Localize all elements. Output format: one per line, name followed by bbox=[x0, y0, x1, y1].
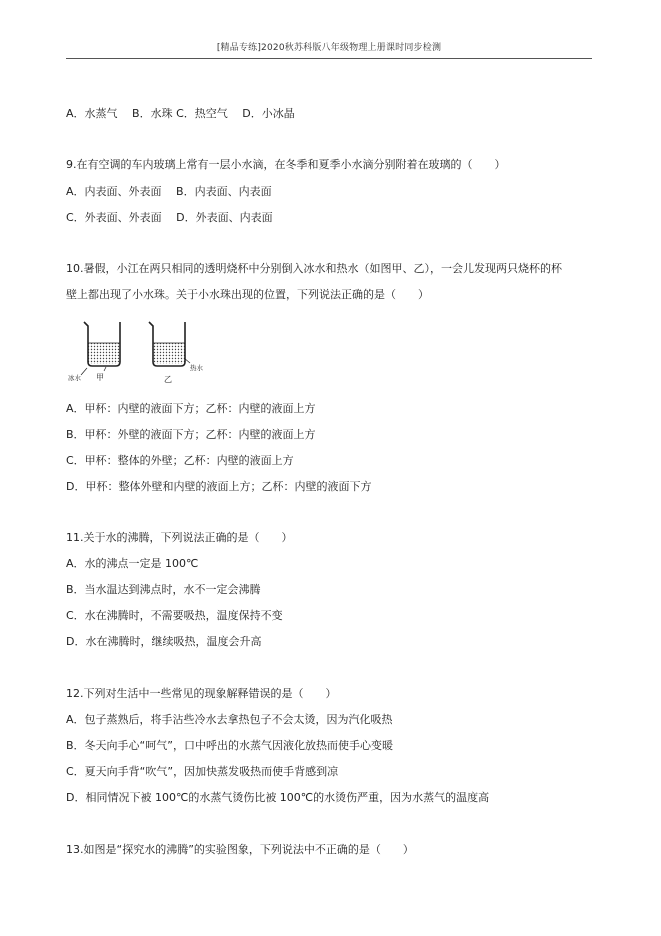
label-jia: 甲 bbox=[96, 373, 104, 382]
q11-option-c: C．水在沸腾时，不需要吸热，温度保持不变 bbox=[66, 609, 283, 622]
q12-option-d: D．相同情况下被 100℃的水蒸气烫伤比被 100℃的水烫伤严重，因为水蒸气的温度高 bbox=[66, 791, 490, 804]
q9-question: 9.在有空调的车内玻璃上常有一层小水滴，在冬季和夏季小水滴分别附着在玻璃的（ ） bbox=[66, 158, 506, 171]
q11-option-b: B．当水温达到沸点时，水不一定会沸腾 bbox=[66, 583, 261, 596]
q11-option-d: D．水在沸腾时，继续吸热，温度会升高 bbox=[66, 635, 262, 648]
beaker-jia bbox=[81, 322, 120, 375]
q10-question-line1: 10.暑假，小江在两只相同的透明烧杯中分别倒入冰水和热水（如图甲、乙），一会儿发现两只烧杯的杯 bbox=[66, 262, 562, 275]
q10-option-b: B．甲杯：外壁的液面下方；乙杯：内壁的液面上方 bbox=[66, 428, 316, 441]
label-ice-water: 冰水 bbox=[68, 374, 81, 382]
q9-options-cd: C．外表面、外表面 D．外表面、内表面 bbox=[66, 211, 273, 224]
q12-option-c: C．夏天向手背“吹气”，因加快蒸发吸热而使手背感到凉 bbox=[66, 765, 339, 778]
q8-options: A．水蒸气 B．水珠 C．热空气 D．小冰晶 bbox=[66, 107, 295, 120]
q12-question: 12.下列对生活中一些常见的现象解释错误的是（ ） bbox=[66, 687, 337, 700]
q10-option-a: A．甲杯：内壁的液面下方；乙杯：内壁的液面上方 bbox=[66, 402, 316, 415]
q11-option-a: A．水的沸点一定是 100℃ bbox=[66, 557, 199, 570]
beaker-yi bbox=[149, 322, 190, 366]
q10-option-c: C．甲杯：整体的外壁；乙杯：内壁的液面上方 bbox=[66, 454, 294, 467]
beakers-figure bbox=[66, 318, 226, 384]
header-divider bbox=[66, 58, 592, 59]
q12-option-a: A．包子蒸熟后，将手沾些冷水去拿热包子不会太烫，因为汽化吸热 bbox=[66, 713, 393, 726]
q10-question-line2: 壁上都出现了小水珠。关于小水珠出现的位置，下列说法正确的是（ ） bbox=[66, 288, 429, 301]
q13-question: 13.如图是“探究水的沸腾”的实验图象，下列说法中不正确的是（ ） bbox=[66, 843, 414, 856]
q10-option-d: D．甲杯：整体外壁和内壁的液面上方；乙杯：内壁的液面下方 bbox=[66, 480, 372, 493]
label-hot-water: 热水 bbox=[190, 364, 203, 372]
label-yi: 乙 bbox=[164, 375, 172, 384]
page-header: [精品专练]2020秋苏科版八年级物理上册课时同步检测 bbox=[216, 43, 442, 53]
q11-question: 11.关于水的沸腾，下列说法正确的是（ ） bbox=[66, 531, 293, 544]
q12-option-b: B．冬天向手心“呵气”，口中呼出的水蒸气因液化放热而使手心变暖 bbox=[66, 739, 393, 752]
q9-options-ab: A．内表面、外表面 B．内表面、内表面 bbox=[66, 185, 272, 198]
